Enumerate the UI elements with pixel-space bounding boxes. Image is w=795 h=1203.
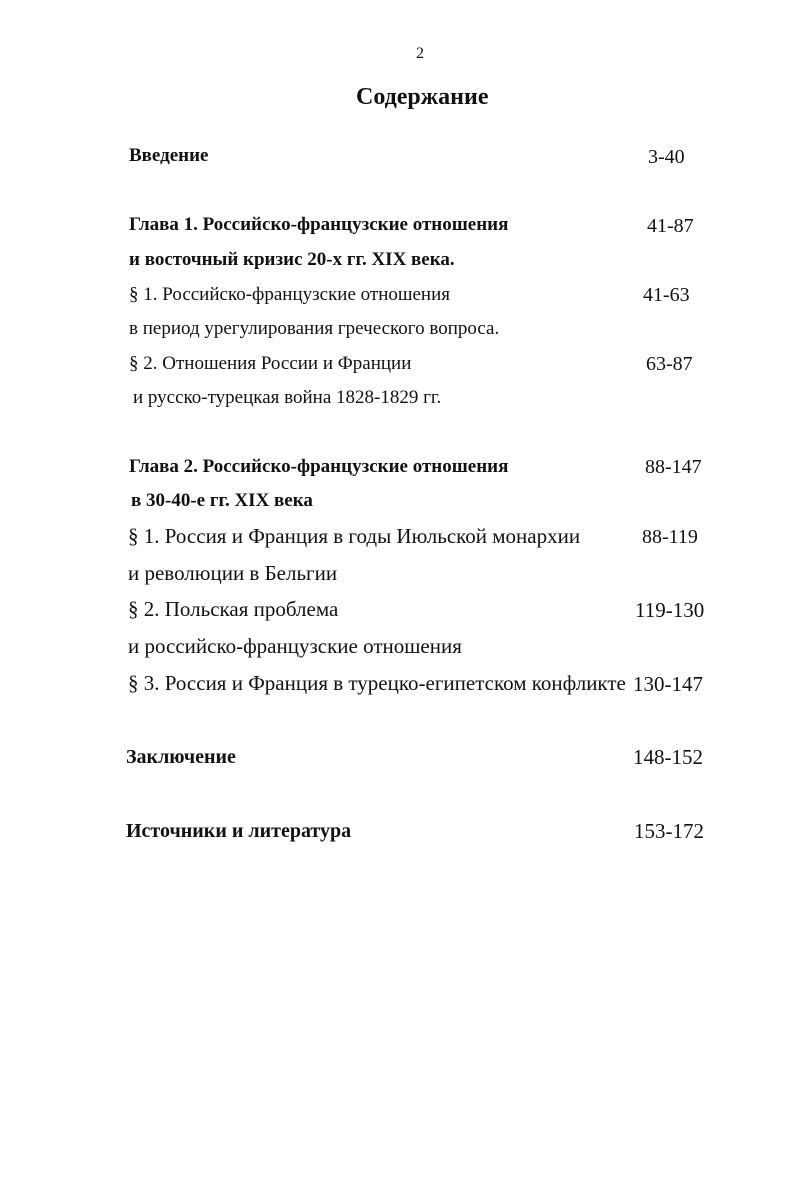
page-title: Содержание [356,84,489,110]
toc-chapter1-title-line1: Глава 1. Российско-французские отношения [129,214,509,235]
page-number: 2 [416,45,424,62]
toc-sources-pages: 153-172 [634,819,704,843]
toc-chapter2-pages: 88-147 [645,456,702,478]
toc-intro-pages: 3-40 [648,146,685,168]
toc-ch2-sec3-line1: § 3. Россия и Франция в турецко-египетском конфликте [128,671,626,695]
toc-chapter1-pages: 41-87 [647,215,694,237]
toc-ch1-sec2-line2: и русско-турецкая война 1828-1829 гг. [133,387,442,408]
toc-chapter1-title-line2: и восточный кризис 20-х гг. XIX века. [129,249,455,270]
toc-ch1-sec1-line1: § 1. Российско-французские отношения [129,284,451,305]
toc-conclusion-label: Заключение [126,746,236,768]
toc-ch1-sec2-line1: § 2. Отношения России и Франции [129,353,412,374]
toc-ch1-sec1-pages: 41-63 [643,284,690,306]
toc-ch2-sec2-pages: 119-130 [635,598,705,622]
toc-ch1-sec1-line2: в период урегулирования греческого вопроса. [129,318,500,339]
toc-chapter2-title-line2: в 30-40-е гг. XIX века [131,490,313,511]
toc-sources-label: Источники и литература [126,820,352,842]
toc-intro-label: Введение [129,145,209,166]
toc-ch2-sec3-pages: 130-147 [633,672,703,696]
toc-ch2-sec2-line1: § 2. Польская проблема [128,597,339,621]
toc-ch2-sec2-line2: и российско-французские отношения [128,634,462,658]
toc-conclusion-pages: 148-152 [633,745,703,769]
toc-chapter2-title-line1: Глава 2. Российско-французские отношения [129,456,509,477]
toc-ch2-sec1-pages: 88-119 [642,526,698,548]
toc-ch2-sec1-line1: § 1. Россия и Франция в годы Июльской монархии [128,524,581,548]
toc-ch1-sec2-pages: 63-87 [646,353,693,375]
toc-ch2-sec1-line2: и революции в Бельгии [128,561,338,585]
